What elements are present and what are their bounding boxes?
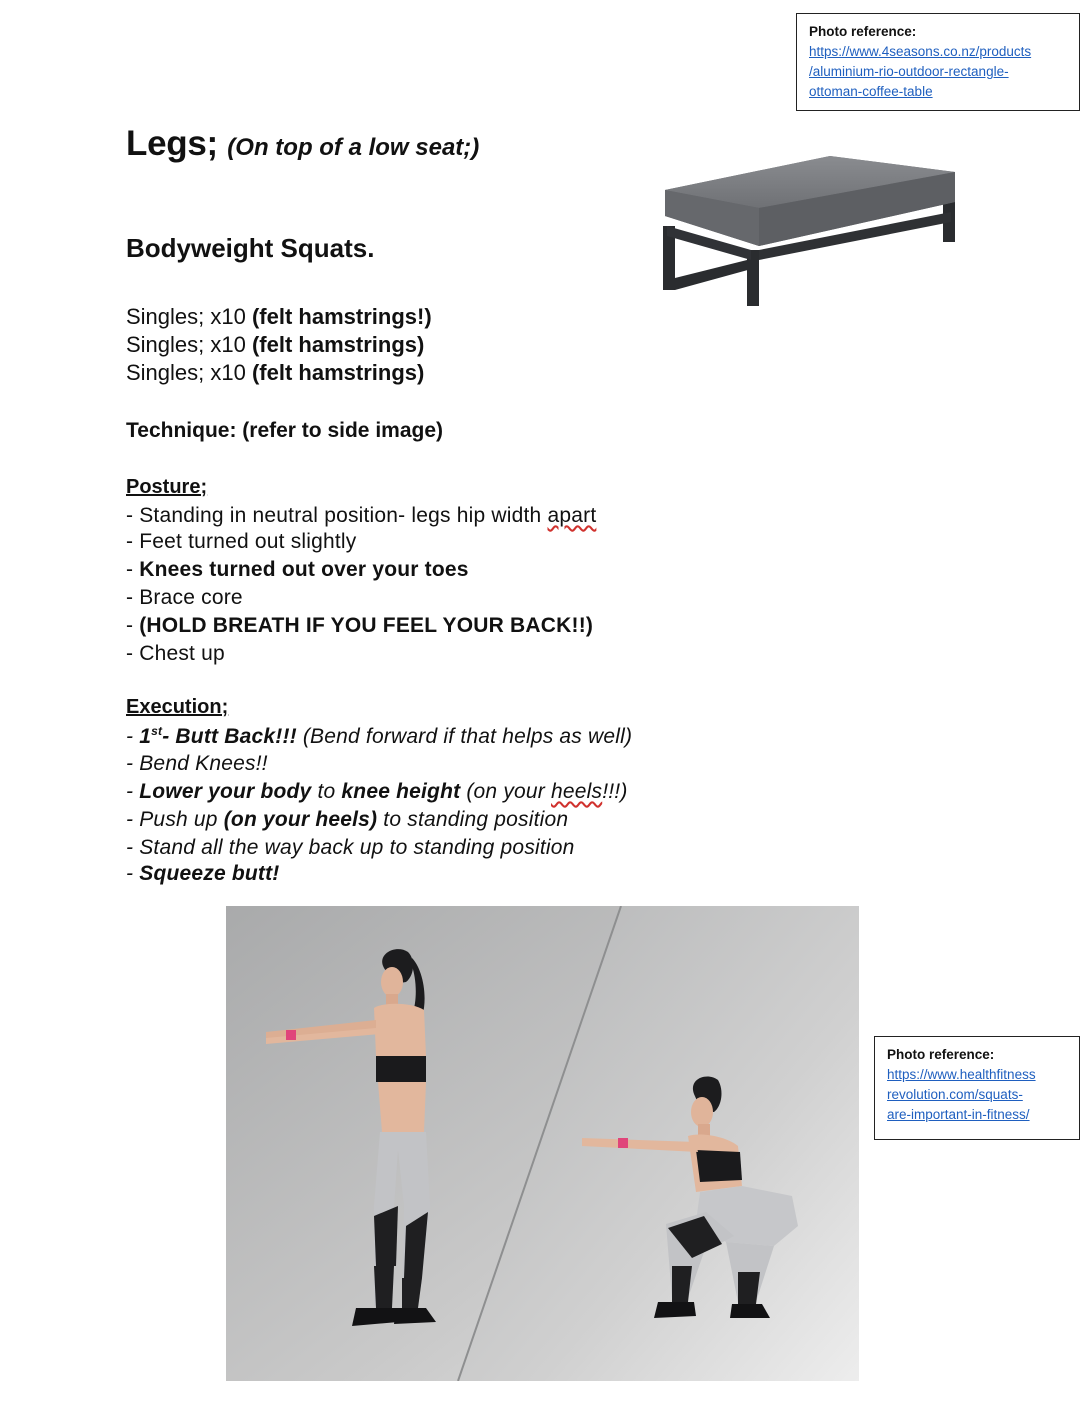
spell-flagged-word: heels (551, 780, 603, 803)
set-line-2 (126, 332, 424, 358)
execution-dash: - (126, 780, 140, 803)
photo-reference-link-line-3[interactable]: ottoman-coffee-table (809, 84, 933, 99)
set-line-1 (126, 304, 432, 330)
ottoman-bench-image (655, 150, 965, 312)
set-line-3 (126, 360, 424, 386)
posture-line-2: - Feet turned out slightly (126, 530, 357, 553)
execution-step-suffix: st (151, 724, 163, 738)
title-subtitle: (On top of a low seat;) (227, 134, 480, 161)
spell-flagged-word: apart (547, 504, 597, 527)
execution-text: (on your (460, 780, 552, 803)
posture-line-1 (126, 504, 596, 528)
execution-bold-text: Squeeze butt! (139, 862, 280, 885)
execution-line-6 (126, 862, 280, 886)
posture-line-5 (126, 614, 593, 638)
execution-line-5: - Stand all the way back up to standing position (126, 836, 575, 859)
execution-text: !!!) (602, 780, 628, 803)
execution-dash: - (126, 862, 140, 885)
execution-line-4 (126, 808, 568, 832)
photo-reference-label: Photo reference: (809, 24, 917, 39)
execution-bold-text: - Butt Back!!! (162, 725, 297, 748)
set-text: Singles; x10 (126, 332, 252, 357)
photo-reference-link-line-2[interactable]: /aluminium-rio-outdoor-rectangle- (809, 64, 1009, 79)
posture-dash: - (126, 558, 140, 581)
execution-line-3 (126, 780, 628, 804)
posture-line-3 (126, 558, 469, 582)
execution-text: - Push up (126, 808, 224, 831)
posture-line-6: - Chest up (126, 642, 225, 665)
set-note: (felt hamstrings!) (251, 304, 432, 329)
photo-reference-box-bottom (874, 1036, 1080, 1140)
execution-step-number: 1 (139, 725, 152, 748)
squat-demonstration-photo (226, 906, 859, 1381)
photo-reference-link-line-2[interactable]: revolution.com/squats- (887, 1087, 1023, 1102)
execution-text: (Bend forward if that helps as well) (296, 725, 633, 748)
set-text: Singles; x10 (126, 304, 252, 329)
photo-reference-link-line-3[interactable]: are-important-in-fitness/ (887, 1107, 1030, 1122)
technique-heading: Technique: (refer to side image) (126, 419, 443, 442)
execution-bold-text: knee height (341, 780, 461, 803)
posture-line-4: - Brace core (126, 586, 243, 609)
set-text: Singles; x10 (126, 360, 252, 385)
photo-reference-link-line-1[interactable]: https://www.healthfitness (887, 1067, 1036, 1082)
page-title (126, 124, 479, 164)
posture-bold-text: (HOLD BREATH IF YOU FEEL YOUR BACK!!) (139, 614, 594, 637)
execution-line-1 (126, 724, 632, 749)
execution-text: to standing position (377, 808, 569, 831)
posture-text: - Standing in neutral position- legs hip width (126, 504, 548, 527)
posture-heading: Posture; (126, 476, 208, 498)
posture-dash: - (126, 614, 140, 637)
exercise-name: Bodyweight Squats. (126, 233, 375, 263)
photo-reference-box-top (796, 13, 1080, 111)
title-main: Legs; (126, 124, 218, 163)
execution-line-2: - Bend Knees!! (126, 752, 268, 775)
posture-bold-text: Knees turned out over your toes (139, 558, 469, 581)
execution-text: to (311, 780, 342, 803)
execution-bold-text: (on your heels) (223, 808, 378, 831)
photo-reference-label: Photo reference: (887, 1047, 995, 1062)
execution-heading: Execution; (126, 696, 229, 718)
execution-dash: - (126, 725, 140, 748)
execution-bold-text: Lower your body (139, 780, 312, 803)
set-note: (felt hamstrings) (251, 332, 425, 357)
photo-reference-link-line-1[interactable]: https://www.4seasons.co.nz/products (809, 44, 1032, 59)
set-note: (felt hamstrings) (251, 360, 425, 385)
